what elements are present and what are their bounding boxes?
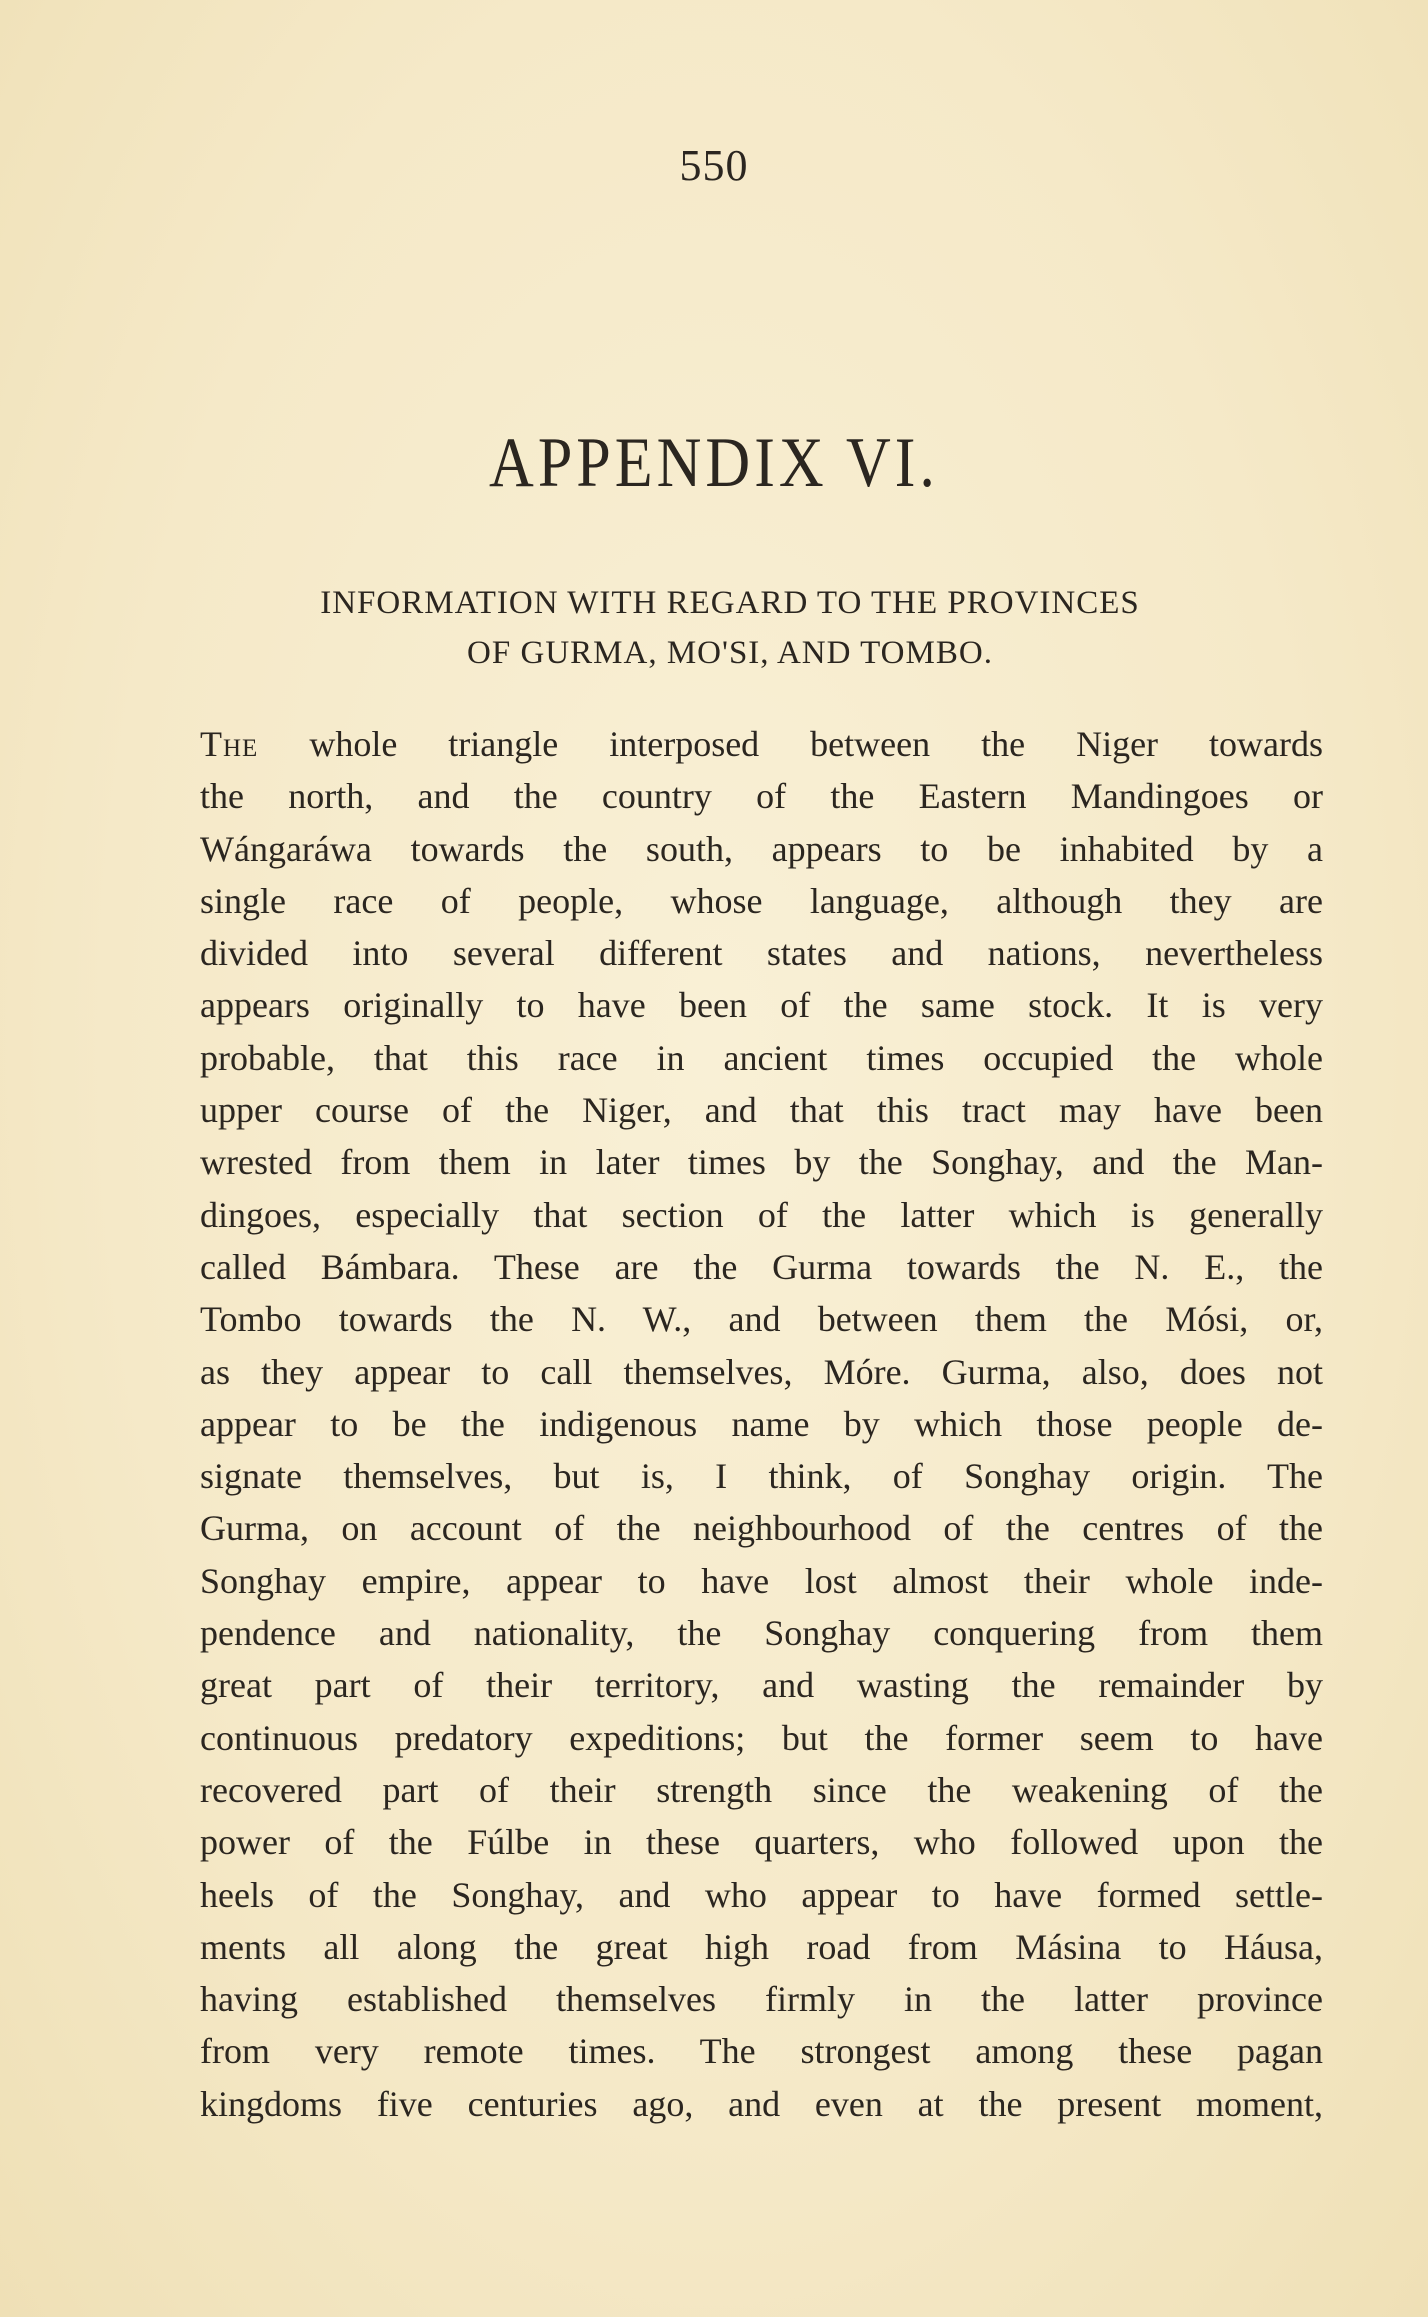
subtitle-line-1: INFORMATION WITH REGARD TO THE PROVINCES <box>320 585 1140 621</box>
text-line: power of the Fúlbe in these quarters, who followed upon the <box>200 1822 1323 1863</box>
text-line: kingdoms five centuries ago, and even at the present moment, <box>200 2083 1323 2124</box>
section-subtitle <box>160 578 1300 678</box>
first-word: The <box>200 724 259 764</box>
text-line: Wángaráwa towards the south, appears to be inhabited by a <box>200 828 1323 869</box>
subtitle-line-2: OF GURMA, MO'SI, AND TOMBO. <box>467 635 993 671</box>
text-line: appears originally to have been of the same stock. It is very <box>200 985 1323 1026</box>
text-line: single race of people, whose language, although they are <box>200 880 1323 921</box>
text-line: dingoes, especially that section of the latter which is generally <box>200 1194 1323 1235</box>
text-line: Gurma, on account of the neighbourhood of the centres of the <box>200 1508 1323 1549</box>
text-line: upper course of the Niger, and that this tract may have been <box>200 1090 1323 1131</box>
text-line: appear to be the indigenous name by which those people de- <box>200 1403 1323 1444</box>
page-number: 550 <box>679 141 749 190</box>
text-line: as they appear to call themselves, Móre. Gurma, also, does not <box>200 1351 1323 1392</box>
text-line: great part of their territory, and wasting the remainder by <box>200 1665 1323 1706</box>
text-line <box>200 718 1323 770</box>
text-line: Songhay empire, appear to have lost almost their whole inde- <box>200 1560 1323 1601</box>
text-line-content: whole triangle interposed between the Niger towards <box>258 724 1323 764</box>
appendix-title: APPENDIX VI. <box>489 423 939 503</box>
text-line: continuous predatory expeditions; but the former seem to have <box>200 1717 1323 1758</box>
text-line: heels of the Songhay, and who appear to have formed settle- <box>200 1874 1323 1915</box>
text-line: wrested from them in later times by the Songhay, and the Man- <box>200 1142 1323 1183</box>
text-line: probable, that this race in ancient times occupied the whole <box>200 1037 1323 1078</box>
text-line: signate themselves, but is, I think, of Songhay origin. The <box>200 1456 1323 1497</box>
text-line: divided into several different states and nations, nevertheless <box>200 933 1323 974</box>
text-line: pendence and nationality, the Songhay conquering from them <box>200 1613 1323 1654</box>
text-line: ments all along the great high road from Másina to Háusa, <box>200 1926 1323 1967</box>
text-line: recovered part of their strength since the weakening of the <box>200 1769 1323 1810</box>
body-paragraph <box>200 718 1323 2130</box>
text-line: having established themselves firmly in the latter province <box>200 1979 1323 2020</box>
text-line: called Bámbara. These are the Gurma towards the N. E., the <box>200 1246 1323 1287</box>
text-line: the north, and the country of the Eastern Mandingoes or <box>200 776 1323 817</box>
text-line: Tombo towards the N. W., and between them the Mósi, or, <box>200 1299 1323 1340</box>
text-line: from very remote times. The strongest among these pagan <box>200 2031 1323 2072</box>
